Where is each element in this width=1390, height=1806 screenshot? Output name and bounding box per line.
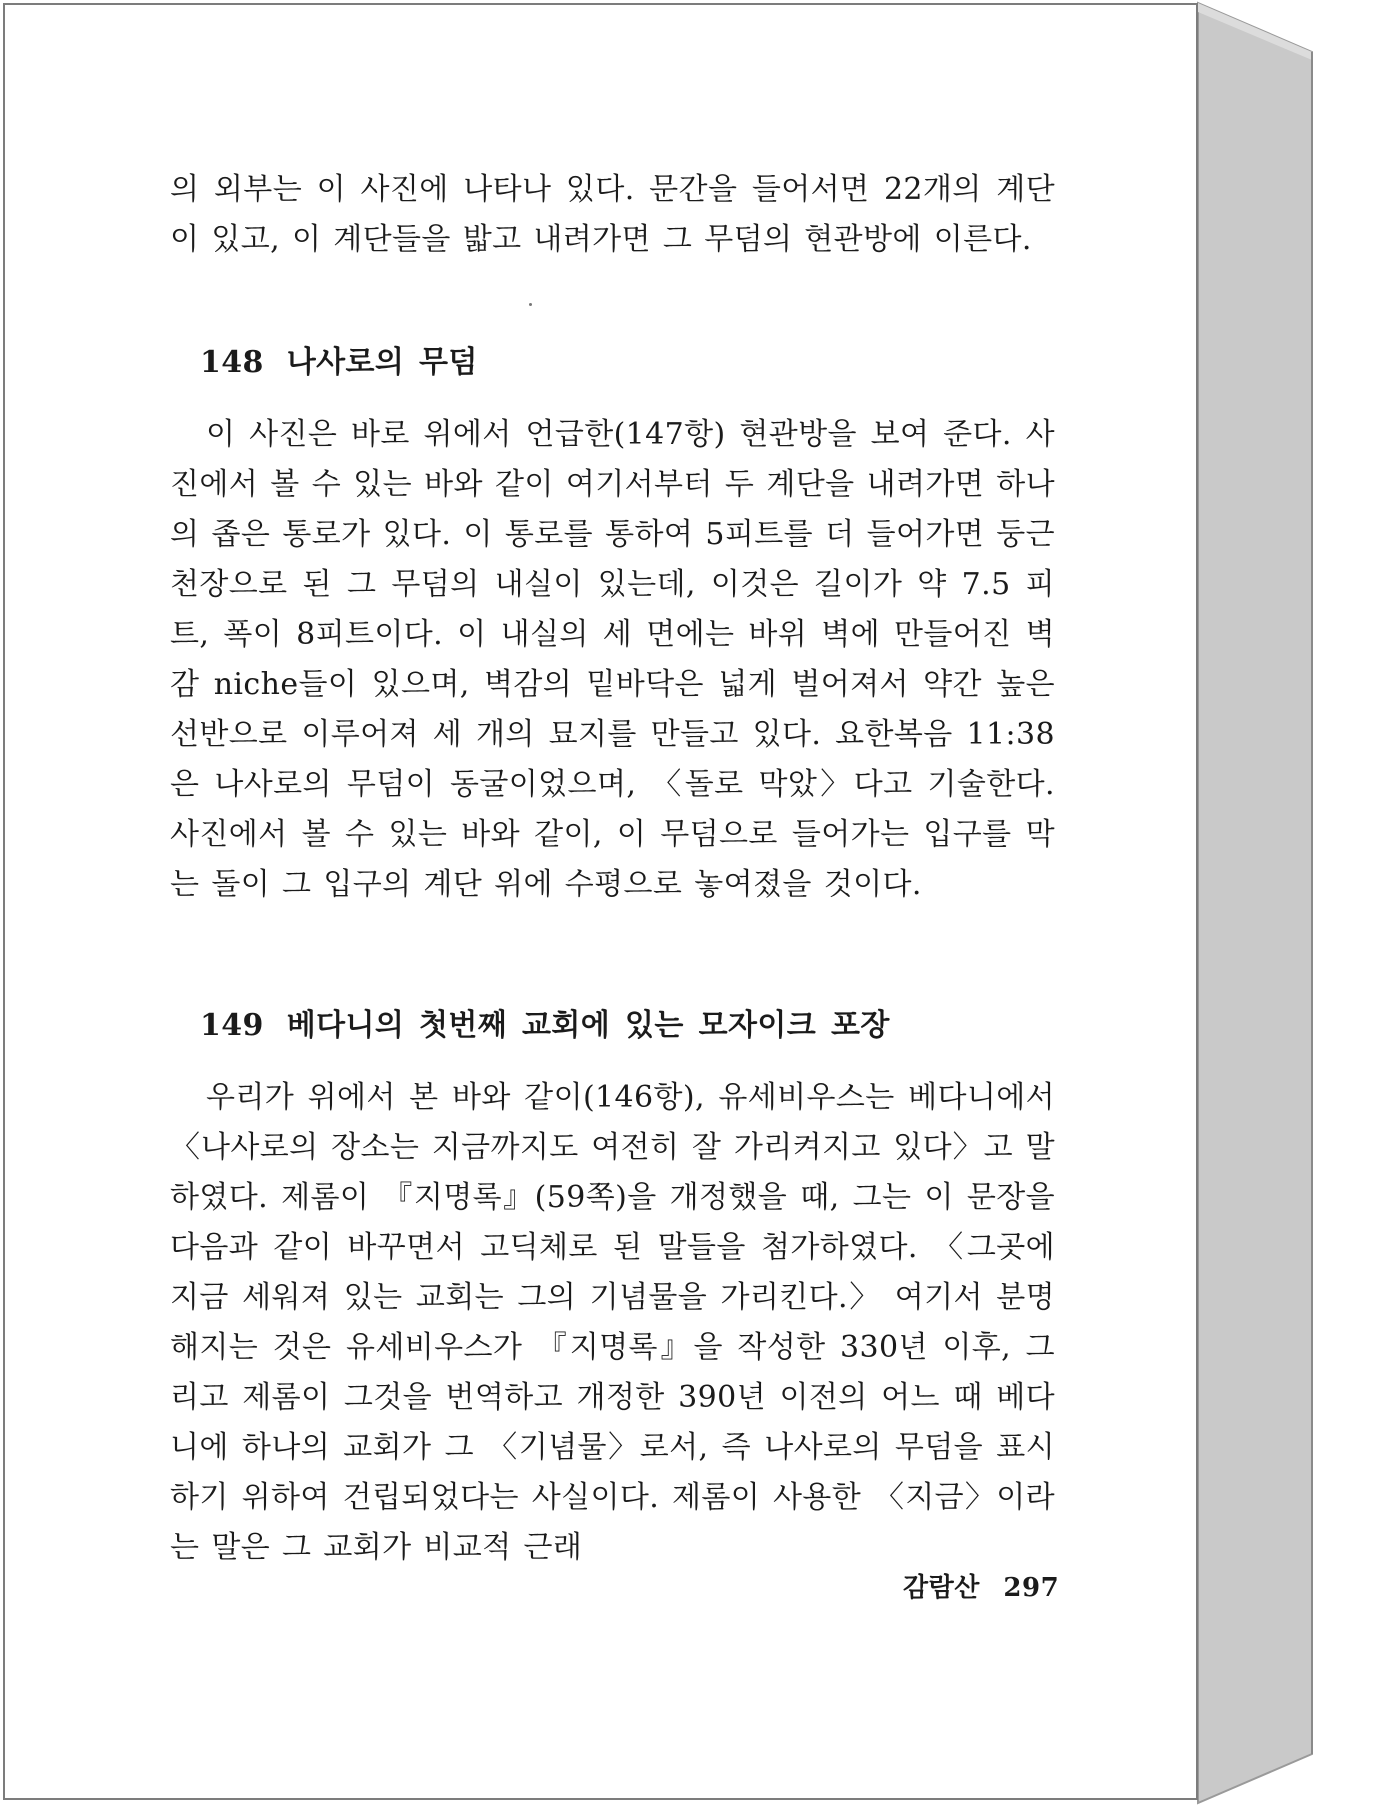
page-footer: [903, 1567, 1059, 1604]
section-title: 나사로의 무덤: [286, 345, 478, 380]
section-title: 베다니의 첫번째 교회에 있는 모자이크 포장: [286, 1008, 890, 1043]
section-body-148: 이 사진은 바로 위에서 언급한(147항) 현관방을 보여 준다. 사진에서 볼 수 있는 바와 같이 여기서부터 두 계단을 내려가면 하나의 좁은 통로가 있다. 이 통로를 통하여 5피트를 더 들어가면 둥근 천장으로 된 그 무덤의 내실이 있는데, 이것은 길이가 약 7.5 피트, 폭이 8피트이다. 이 내실의 세 면에는 바위 벽에 만들어진 벽감 niche들이 있으며, 벽감의 밑바닥은 넓게 벌어져서 약간 높은 선반으로 이루어져 세 개의 묘지를 만들고 있다. 요한복음 11:38은 나사로의 무덤이 동굴이었으며, 〈돌로 막았〉다고 기술한다. 사진에서 볼 수 있는 바와 같이, 이 무덤으로 들어가는 입구를 막는 돌이 그 입구의 계단 위에 수평으로 놓여졌을 것이다.: [170, 417, 1055, 902]
section-number: 148: [200, 345, 264, 380]
section-heading-149: [170, 1006, 1055, 1046]
continuation-paragraph: 의 외부는 이 사진에 나타나 있다. 문간을 들어서면 22개의 계단이 있고, 이 계단들을 밟고 내려가면 그 무덤의 현관방에 이른다.: [170, 172, 1055, 257]
section-body-149: 우리가 위에서 본 바와 같이(146항), 유세비우스는 베다니에서 〈나사로의 장소는 지금까지도 여전히 잘 가리켜지고 있다〉고 말하였다. 제롬이 『지명록』(59쪽)을 개정했을 때, 그는 이 문장을 다음과 같이 바꾸면서 고딕체로 된 말들을 첨가하였다. 〈그곳에 지금 세워져 있는 교회는 그의 기념물을 가리킨다.〉 여기서 분명해지는 것은 유세비우스가 『지명록』을 작성한 330년 이후, 그리고 제롬이 그것을 번역하고 개정한 390년 이전의 어느 때 베다니에 하나의 교회가 그 〈기념물〉로서, 즉 나사로의 무덤을 표시하기 위하여 건립되었다는 사실이다. 제롬이 사용한 〈지금〉이라는 말은 그 교회가 비교적 근래: [170, 1080, 1055, 1565]
page-sheet: [3, 3, 1198, 1800]
page-number: 297: [1003, 1573, 1060, 1603]
section-number: 149: [200, 1008, 264, 1043]
page-content: [170, 165, 1055, 1573]
section-heading-148: [170, 343, 1055, 383]
running-title: 감람산: [903, 1573, 980, 1603]
